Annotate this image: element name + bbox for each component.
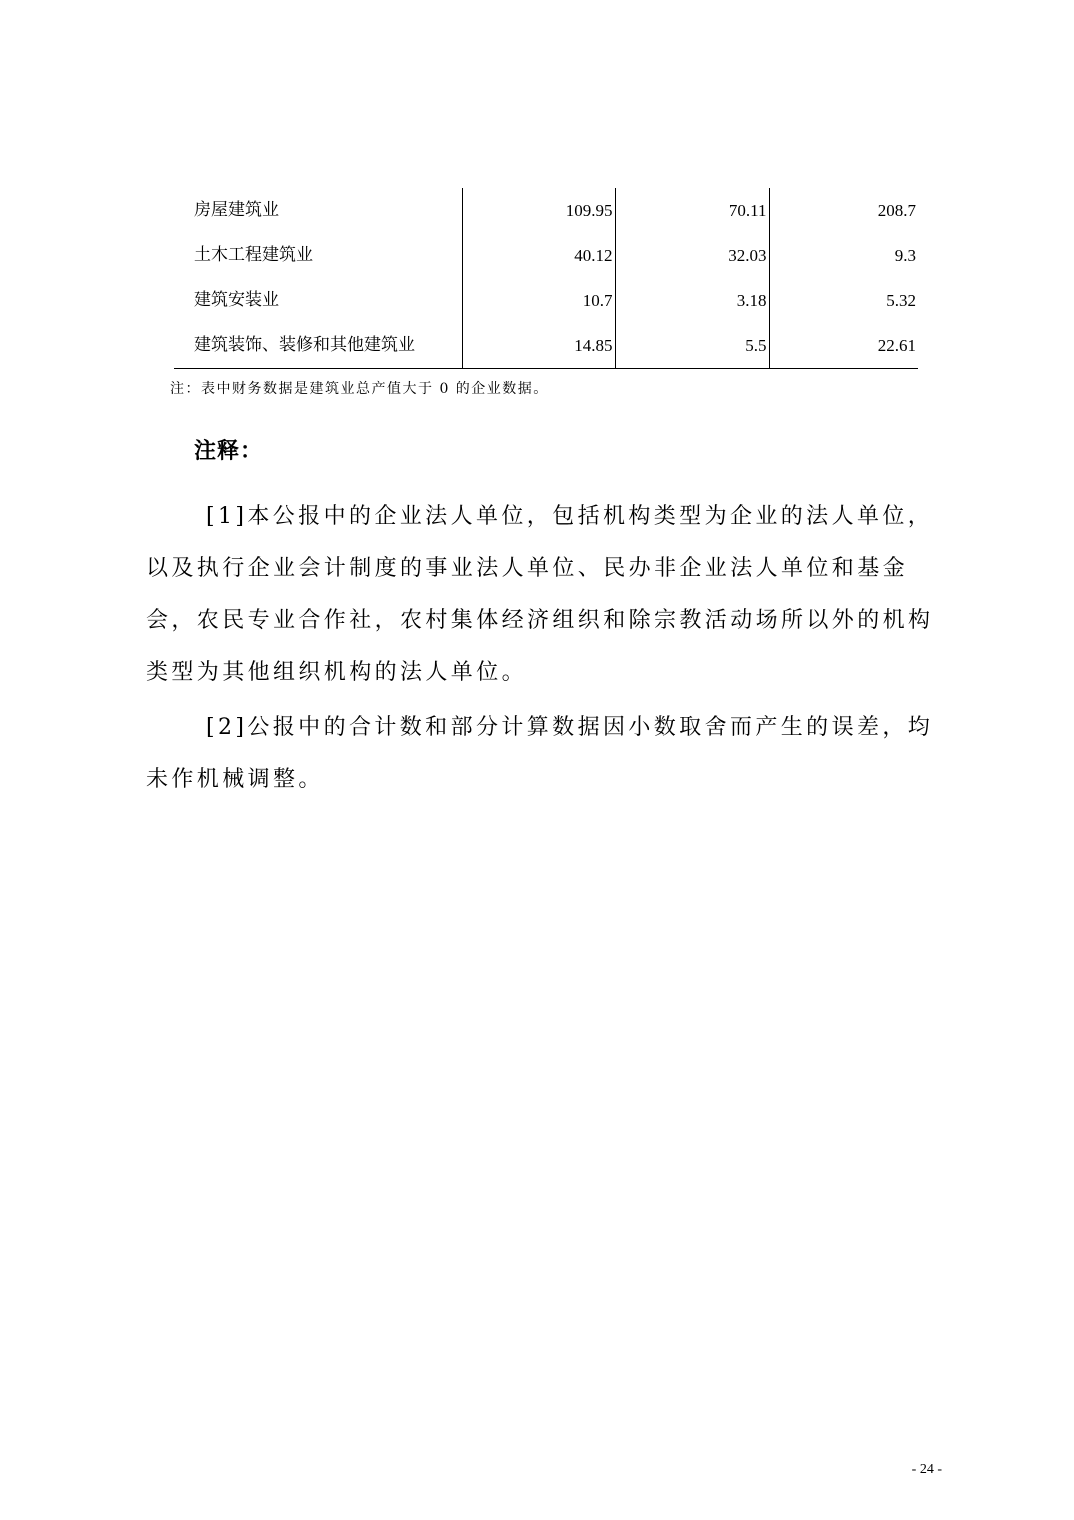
row-label: 建筑装饰、装修和其他建筑业 <box>174 323 462 369</box>
table-row <box>174 323 918 369</box>
page-number: - 24 - <box>911 1462 942 1477</box>
row-value: 22.61 <box>769 323 918 369</box>
row-value: 5.32 <box>769 278 918 323</box>
row-value: 70.11 <box>615 188 769 233</box>
table-row <box>174 233 918 278</box>
row-value: 40.12 <box>462 233 615 278</box>
row-value: 32.03 <box>615 233 769 278</box>
row-label: 建筑安装业 <box>194 290 279 310</box>
table-row <box>174 188 918 233</box>
note-paragraph-2: [2]公报中的合计数和部分计算数据因小数取舍而产生的误差，均未作机械调整。 <box>146 715 934 792</box>
row-value: 10.7 <box>462 278 615 323</box>
notes-heading: 注释： <box>194 438 264 464</box>
row-label: 房屋建筑业 <box>194 200 279 220</box>
data-table-section <box>174 188 918 369</box>
row-value: 109.95 <box>462 188 615 233</box>
row-value: 3.18 <box>615 278 769 323</box>
row-value: 9.3 <box>769 233 918 278</box>
industry-data-table <box>174 188 918 369</box>
note-paragraph-1: [1]本公报中的企业法人单位，包括机构类型为企业的法人单位，以及执行企业会计制度的事业法人单位、民办非企业法人单位和基金会，农民专业合作社，农村集体经济组织和除宗教活动场所以外的机构类型为其他组织机构的法人单位。 <box>146 504 934 685</box>
row-value: 208.7 <box>769 188 918 233</box>
table-row <box>174 278 918 323</box>
row-label: 土木工程建筑业 <box>194 245 313 265</box>
row-value: 14.85 <box>462 323 615 369</box>
table-footnote: 注：表中财务数据是建筑业总产值大于 0 的企业数据。 <box>170 381 549 397</box>
row-value: 5.5 <box>615 323 769 369</box>
